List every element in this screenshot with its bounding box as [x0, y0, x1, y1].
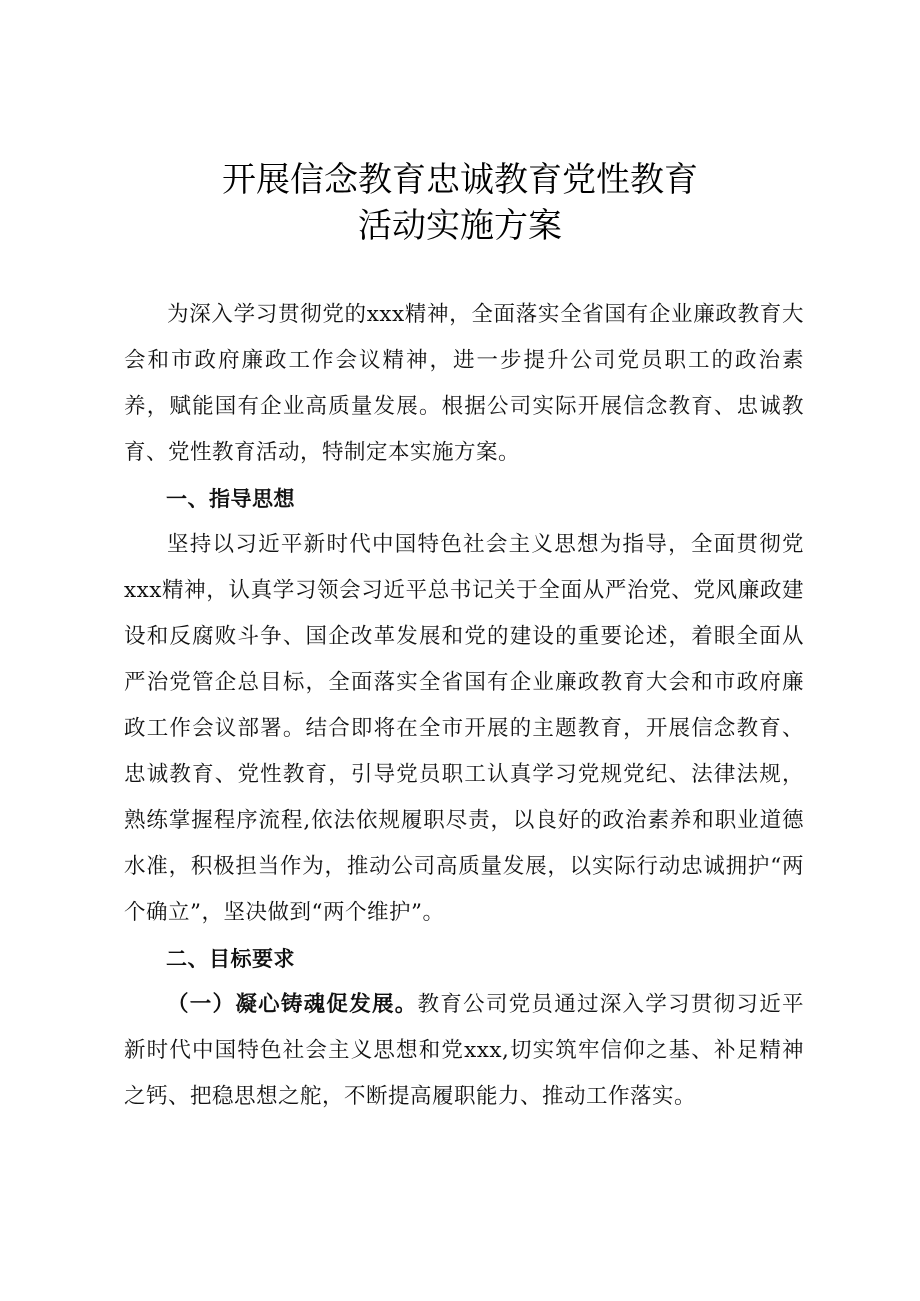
- intro-paragraph: 为深入学习贯彻党的xxx精神，全面落实全省国有企业廉政教育大会和市政府廉政工作会议精神，进一步提升公司党员职工的政治素养，赋能国有企业高质量发展。根据公司实际开展信念教育、忠诚教育、党性教育活动，特制定本实施方案。: [124, 302, 804, 465]
- guiding-thought-paragraph: 坚持以习近平新时代中国特色社会主义思想为指导，全面贯彻党xxx精神，认真学习领会习近平总书记关于全面从严治党、党风廉政建设和反腐败斗争、国企改革发展和党的建设的重要论述，着眼全面从严治党管企总目标，全面落实全省国有企业廉政教育大会和市政府廉政工作会议部署。结合即将在全市开展的主题教育，开展信念教育、忠诚教育、党性教育，引导党员职工认真学习党规党纪、法律法规，熟练掌握程序流程,依法依规履职尽责，以良好的政治素养和职业道德水准，积极担当作为，推动公司高质量发展，以实际行动忠诚拥护“两个确立”，坚决做到“两个维护”。: [124, 532, 804, 925]
- goal-item-1-paragraph: [124, 982, 804, 1120]
- section-heading-goals: 二、目标要求: [166, 947, 295, 971]
- document-title-line-2: 活动实施方案: [358, 206, 562, 246]
- document-body: [124, 292, 804, 1120]
- section-heading-guiding-thought: 一、指导思想: [166, 487, 295, 511]
- goal-item-1-body: 教育公司党员通过深入学习贯彻习近平新时代中国特色社会主义思想和党xxx,切实筑牢信仰之基、补足精神之钙、把稳思想之舵，不断提高履职能力、推动工作落实。: [124, 992, 804, 1109]
- goal-item-1-lead: （一）凝心铸魂促发展。: [167, 992, 418, 1017]
- document-title-line-1: 开展信念教育忠诚教育党性教育: [222, 160, 698, 200]
